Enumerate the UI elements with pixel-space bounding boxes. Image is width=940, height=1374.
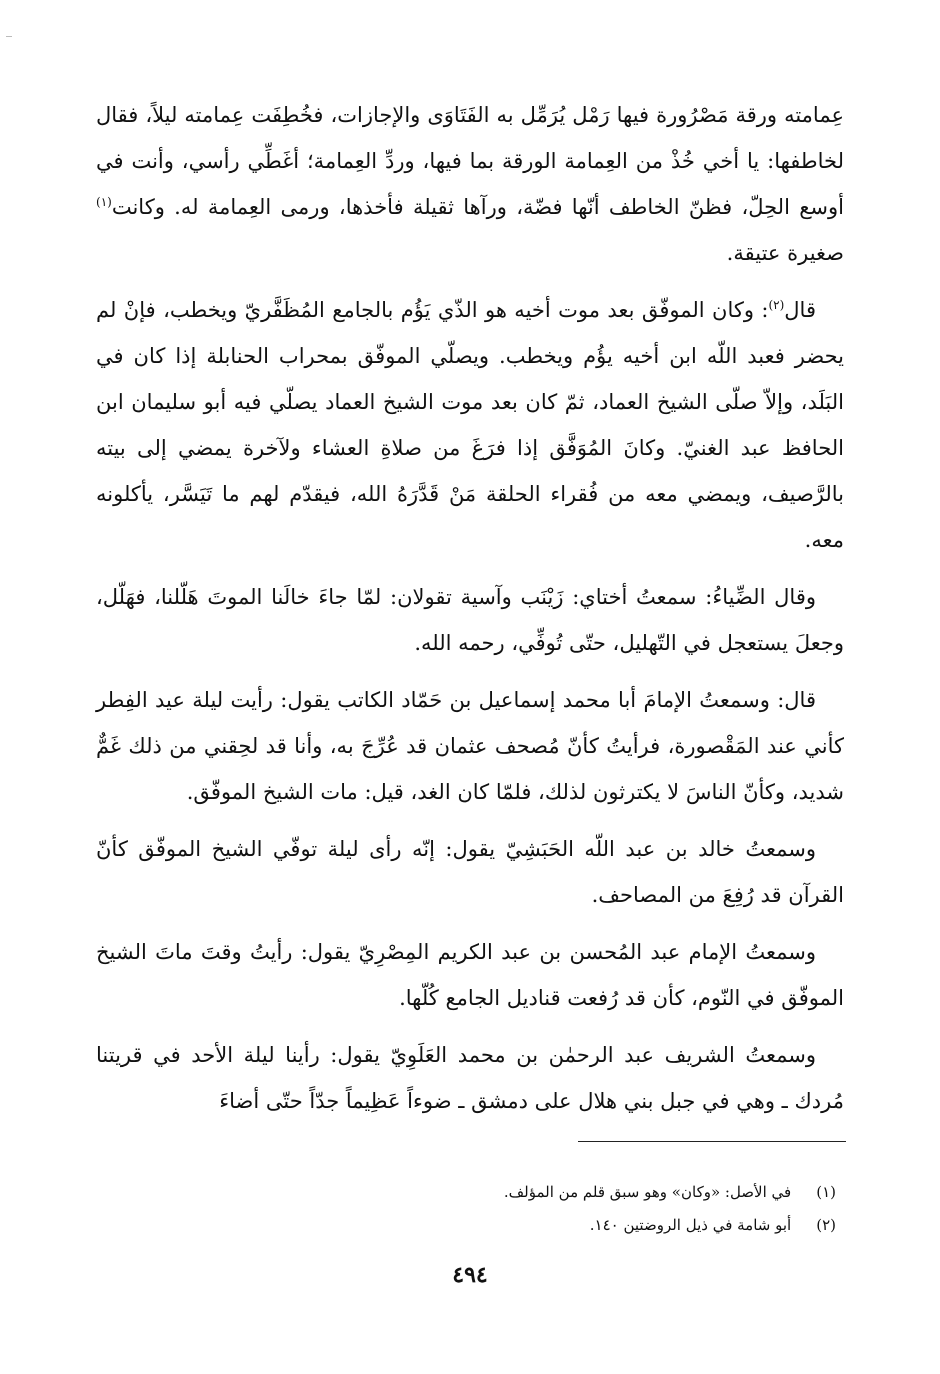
footnote-2 <box>300 1209 836 1242</box>
main-text <box>96 92 844 1135</box>
footnote-number: (٢) <box>816 1216 836 1234</box>
paragraph-text: صغيرة عتيقة. <box>726 241 844 265</box>
paragraph-text: وقال الضِّياءُ: سمعتُ أختاي: زَيْنَب وآسية تقولان: لمّا جاءَ خالَنا الموتَ هَلّلنا، فهَلّل، وجعلَ يستعجل في التّهليل، حتّى تُوفِّي، رحمه الله. <box>96 585 844 655</box>
footnotes <box>300 1176 836 1242</box>
paragraph <box>96 826 844 918</box>
paragraph-text: وسمعتُ خالد بن عبد اللّه الحَبَشِيّ يقول: إنّه رأى ليلة توفّي الشيخ الموفّق كأنّ القرآن قد رُفِعَ من المصاحف. <box>96 837 844 907</box>
paragraph-text: وسمعتُ الإمام عبد المُحسن بن عبد الكريم المِصْرِيّ يقول: رأيتُ وقتَ ماتَ الشيخ الموفّق في النّوم، كأن قد رُفعت قناديل الجامع كُلّها. <box>96 940 844 1010</box>
paragraph-text: قال <box>784 298 816 322</box>
paragraph-text: قال: وسمعتُ الإمامَ أبا محمد إسماعيل بن حَمّاد الكاتب يقول: رأيت ليلة عيد الفِطر كأني عند المَقْصورة، فرأيتُ كأنّ مُصحف عثمان قد عُرِّجَ به، وأنا قد لحِقني من ذلك غَمٌّ شديد، وكأنّ الناسَ لا يكترثون لذلك، فلمّا كان الغد، قيل: مات الشيخ الموفّق. <box>96 688 844 804</box>
page-number: ٤٩٤ <box>452 1262 488 1288</box>
paragraph-text: عِمامته ورقة مَصْرُورة فيها رَمْل يُرَمِّل به الفَتَاوَى والإجازات، فخُطِفَت عِمامته ليلاً، فقال لخاطفها: يا أخي خُذْ من العِمامة الورقة بما فيها، وردِّ العِمامة؛ أغَطِّي رأسي، وأنت في أوسع الحِلّ، فظنّ الخاطف أنّها فضّة، ورآها ثقيلة فأخذها، ورمى العِمامة له. وكانت <box>96 103 844 219</box>
paragraph <box>96 92 844 276</box>
paragraph <box>96 677 844 815</box>
footnote-reference: (١) <box>96 195 112 209</box>
scan-margin-mark <box>6 36 12 37</box>
paragraph <box>96 287 844 563</box>
paragraph-text: : وكان الموفّق بعد موت أخيه هو الذّي يَؤُم بالجامع المُظَفَّريّ ويخطب، فإنْ لم يحضر فعبد اللّه ابن أخيه يؤُم ويخطب. ويصلّي الموفّق بمحراب الحنابلة إذا كان في البَلَد، وإلاّ صلّى الشيخ العماد، ثمّ كان بعد موت الشيخ العماد يصلّي فيه أبو سليمان ابن الحافظ عبد الغنيّ. وكانَ المُوَفَّق إذا فرَغَ من صلاةِ العشاء ولآخرة يمضي إلى بيته بالرَّصيف، ويمضي معه من فُقراء الحلقة مَنْ قَدَّرَهُ الله، فيقدّم لهم ما تَيَسَّر، يأكلونه معه. <box>96 298 844 552</box>
footnote-1 <box>300 1176 836 1209</box>
paragraph-text: وسمعتُ الشريف عبد الرحمٰن بن محمد العَلَوِيّ يقول: رأينا ليلة الأحد في قريتنا مُردك ـ وهي في جبل بني هلال على دمشق ـ ضوءاً عَظِيماً جدّاً حتّى أضاءَ <box>96 1043 844 1113</box>
footnote-separator <box>578 1141 846 1142</box>
footnote-reference: (٢) <box>768 298 785 312</box>
paragraph <box>96 929 844 1021</box>
paragraph <box>96 1032 844 1124</box>
footnote-text: في الأصل: «وكان» وهو سبق قلم من المؤلف. <box>503 1183 792 1201</box>
footnote-text: أبو شامة في ذيل الروضتين ١٤٠. <box>589 1216 792 1234</box>
footnote-number: (١) <box>816 1183 836 1201</box>
paragraph <box>96 574 844 666</box>
